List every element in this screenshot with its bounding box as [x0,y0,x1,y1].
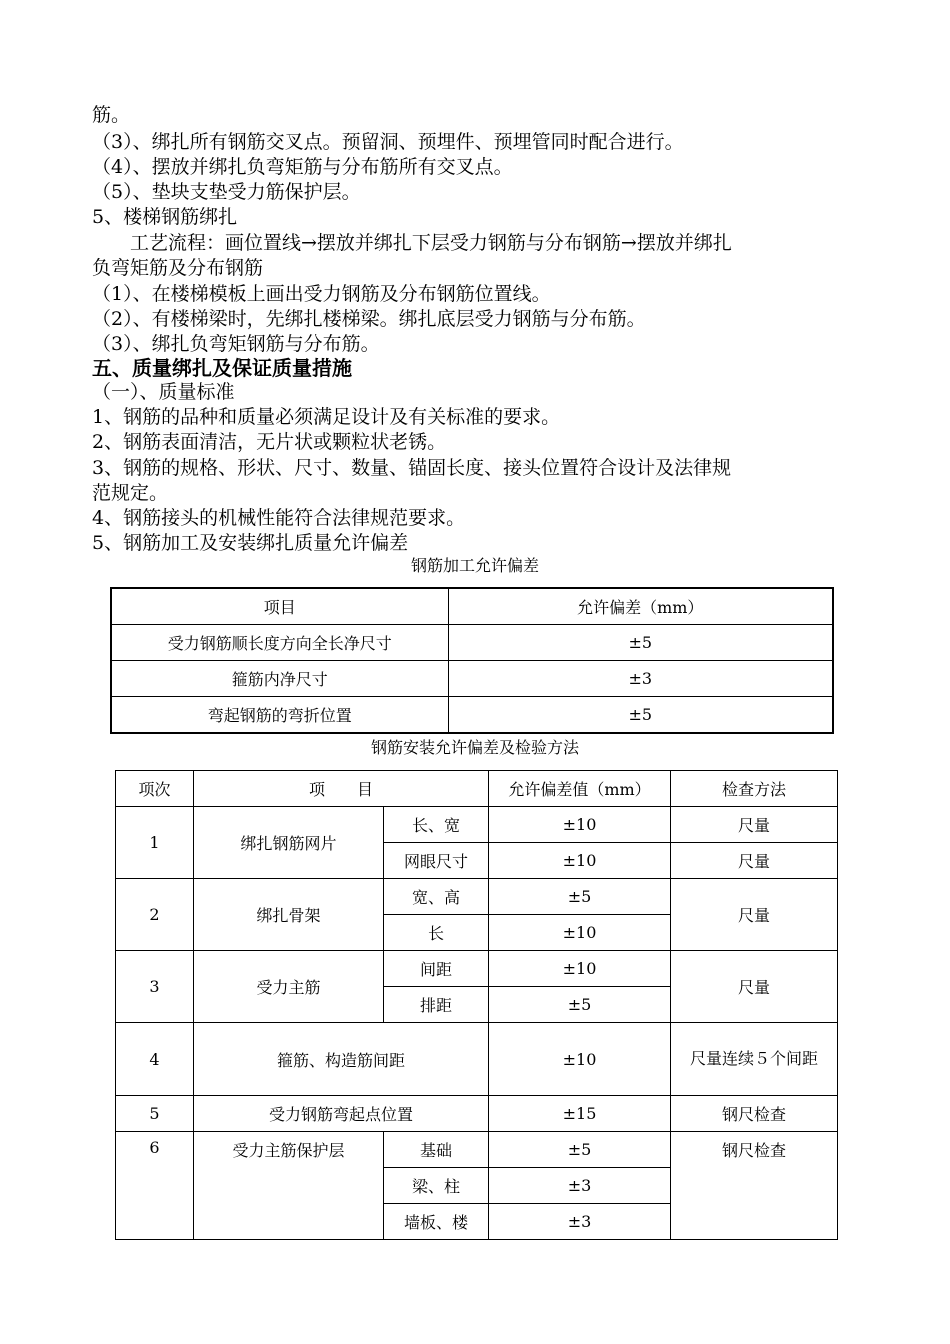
item-number-cell: 4 [116,1023,194,1096]
tolerance-cell: ±5 [489,1132,671,1168]
method-cell: 尺量 [671,879,838,951]
text-line: （1）、在楼梯模板上画出受力钢筋及分布钢筋位置线。 [92,283,551,305]
header-cell: 允许偏差值（mm） [489,771,671,807]
method-cell: 钢尺检查 [671,1096,838,1132]
tolerance-cell: ±10 [489,807,671,843]
item-name-cell: 受力钢筋弯起点位置 [194,1096,489,1132]
processing-tolerance-table [110,587,834,734]
header-cell: 项次 [116,771,194,807]
tolerance-cell: ±15 [489,1096,671,1132]
sub-item-cell: 基础 [384,1132,489,1168]
text-line: 范规定。 [92,482,169,504]
text-line: 5、钢筋加工及安装绑扎质量允许偏差 [92,532,409,554]
subsection-line: （一）、质量标准 [92,381,235,403]
text-line: 负弯矩筋及分布钢筋 [92,257,264,279]
tolerance-cell: ±5 [489,879,671,915]
item-number-cell: 2 [116,879,194,951]
header-cell: 项 目 [194,771,489,807]
table-cell: 箍筋内净尺寸 [111,661,448,697]
sub-item-cell: 网眼尺寸 [384,843,489,879]
header-cell: 允许偏差（mm） [448,588,833,625]
item-number-cell: 6 [116,1132,194,1240]
tolerance-cell: ±10 [489,843,671,879]
table-row [116,1096,838,1132]
header-cell: 项目 [111,588,448,625]
table-row [116,879,838,915]
text-line: （2）、有楼梯梁时，先绑扎楼梯梁。绑扎底层受力钢筋与分布筋。 [92,308,646,330]
table-header-row [111,588,833,625]
table-row [111,625,833,661]
text-line: 2、钢筋表面清洁，无片状或颗粒状老锈。 [92,431,447,453]
sub-item-cell: 排距 [384,987,489,1023]
table-caption: 钢筋安装允许偏差及检验方法 [370,738,579,757]
table-header-row [116,771,838,807]
table-row [111,697,833,734]
sub-item-cell: 长 [384,915,489,951]
sub-item-cell: 梁、柱 [384,1168,489,1204]
tolerance-cell: ±10 [489,1023,671,1096]
method-cell: 尺量连续５个间距 [671,1023,838,1096]
sub-item-cell: 墙板、楼 [384,1204,489,1240]
table-row [116,951,838,987]
text-line: 3、钢筋的规格、形状、尺寸、数量、锚固长度、接头位置符合设计及法律规 [92,457,732,479]
table-row [116,1132,838,1168]
item-name-cell: 受力主筋 [194,951,384,1023]
table-cell: 受力钢筋顺长度方向全长净尺寸 [111,625,448,661]
text-line: （4）、摆放并绑扎负弯矩筋与分布筋所有交叉点。 [92,156,513,178]
sub-item-cell: 长、宽 [384,807,489,843]
tolerance-cell: ±10 [489,951,671,987]
item-name-cell: 受力主筋保护层 [194,1132,384,1240]
text-line: 筋。 [92,104,131,126]
method-cell: 尺量 [671,951,838,1023]
method-cell: 尺量 [671,843,838,879]
text-line: 工艺流程：画位置线→摆放并绑扎下层受力钢筋与分布钢筋→摆放并绑扎 [92,232,732,254]
text-line: （3）、绑扎负弯矩钢筋与分布筋。 [92,333,380,355]
table-cell: ±3 [448,661,833,697]
table-cell: ±5 [448,697,833,734]
tolerance-cell: ±3 [489,1204,671,1240]
table-row [111,661,833,697]
item-name-cell: 绑扎钢筋网片 [194,807,384,879]
sub-item-cell: 宽、高 [384,879,489,915]
table-cell: 弯起钢筋的弯折位置 [111,697,448,734]
table-row [116,1023,838,1096]
text-line: （5）、垫块支垫受力筋保护层。 [92,181,361,203]
item-number-cell: 3 [116,951,194,1023]
method-cell: 钢尺检查 [671,1132,838,1240]
table-cell: ±5 [448,625,833,661]
text-line: （3）、绑扎所有钢筋交叉点。预留洞、预埋件、预埋管同时配合进行。 [92,131,684,153]
installation-tolerance-table [115,770,838,1240]
header-cell: 检查方法 [671,771,838,807]
method-cell: 尺量 [671,807,838,843]
item-name-cell: 绑扎骨架 [194,879,384,951]
table-caption: 钢筋加工允许偏差 [410,556,539,575]
table-row [116,807,838,843]
text-line: 4、钢筋接头的机械性能符合法律规范要求。 [92,507,466,529]
section-heading: 五、质量绑扎及保证质量措施 [92,356,352,380]
text-line: 1、钢筋的品种和质量必须满足设计及有关标准的要求。 [92,406,561,428]
tolerance-cell: ±10 [489,915,671,951]
item-number-cell: 1 [116,807,194,879]
sub-item-cell: 间距 [384,951,489,987]
tolerance-cell: ±3 [489,1168,671,1204]
section-line: 5、楼梯钢筋绑扎 [92,206,238,228]
item-number-cell: 5 [116,1096,194,1132]
item-name-cell: 箍筋、构造筋间距 [194,1023,489,1096]
tolerance-cell: ±5 [489,987,671,1023]
